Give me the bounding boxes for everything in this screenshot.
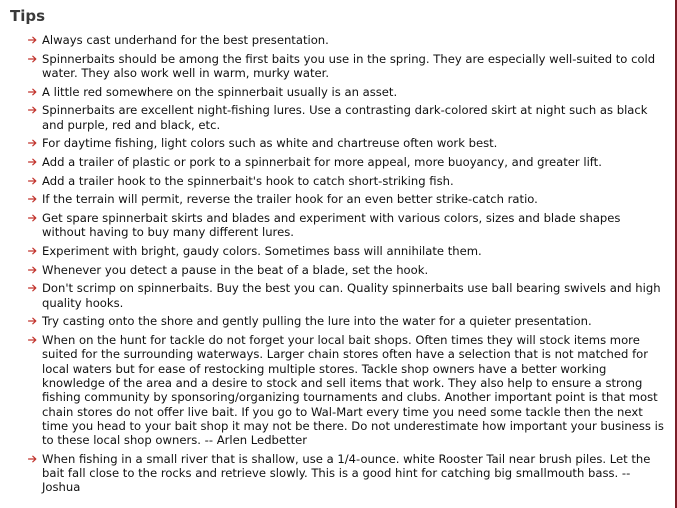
list-item <box>28 263 664 277</box>
list-item <box>28 314 664 328</box>
tip-text: When on the hunt for tackle do not forget your local bait shops. Often times they will stock items more suited for the surrounding waterways. Larger chain stores often have a selection that is not matched for local waters but for ease of restocking multiple stores. Tackle shop owners have a better working knowledge of the area and a desire to stock and sell items that work. They also help to ensure a strong fishing community by sponsoring/organizing tournaments and clubs. Another important point is that most chain stores do not offer live bait. If you go to Wal-Mart every time you need some tackle then the next time you head to your bait shop it may not be there. Do not underestimate how important your business is to these local shop owners. -- Arlen Ledbetter <box>42 333 664 448</box>
arrow-right-icon <box>28 174 42 188</box>
arrow-right-icon <box>28 263 42 277</box>
tip-text: When fishing in a small river that is shallow, use a 1/4-ounce. white Rooster Tail near brush piles. Let the bait fall close to the rocks and retrieve slowly. This is a good hint for catching big smallmouth bass. -- Joshua <box>42 451 651 495</box>
tip-text: Don't scrimp on spinnerbaits. Buy the best you can. Quality spinnerbaits use ball bearing swivels and high quality hooks. <box>42 281 661 310</box>
list-item <box>28 33 664 47</box>
arrow-right-icon <box>28 33 42 47</box>
list-item <box>28 136 664 150</box>
list-item <box>28 52 664 81</box>
tip-text: Experiment with bright, gaudy colors. Sometimes bass will annihilate them. <box>42 244 482 259</box>
arrow-right-icon <box>28 281 42 295</box>
arrow-right-icon <box>28 211 42 225</box>
tip-text: A little red somewhere on the spinnerbait usually is an asset. <box>42 84 398 99</box>
list-item <box>28 85 664 99</box>
tips-list <box>28 33 664 499</box>
arrow-right-icon <box>28 52 42 66</box>
tip-text: Add a trailer hook to the spinnerbait's hook to catch short-striking fish. <box>42 173 454 188</box>
list-item <box>28 103 664 132</box>
arrow-right-icon <box>28 192 42 206</box>
list-item <box>28 192 664 206</box>
list-item <box>28 155 664 169</box>
list-item <box>28 211 664 240</box>
section-title: Tips <box>10 7 46 25</box>
arrow-right-icon <box>28 136 42 150</box>
list-item <box>28 281 664 310</box>
arrow-right-icon <box>28 244 42 258</box>
arrow-right-icon <box>28 452 42 466</box>
tip-text: Try casting onto the shore and gently pulling the lure into the water for a quieter presentation. <box>42 314 592 329</box>
tip-text: Spinnerbaits should be among the first baits you use in the spring. They are especially well-suited to cold water. They also work well in warm, murky water. <box>42 51 656 80</box>
arrow-right-icon <box>28 314 42 328</box>
list-item <box>28 452 664 495</box>
tip-text: Add a trailer of plastic or pork to a spinnerbait for more appeal, more buoyancy, and greater lift. <box>42 155 602 170</box>
list-item <box>28 333 664 447</box>
tip-text: If the terrain will permit, reverse the trailer hook for an even better strike-catch ratio. <box>42 192 538 207</box>
list-item <box>28 244 664 258</box>
tip-text: For daytime fishing, light colors such as white and chartreuse often work best. <box>42 136 498 151</box>
arrow-right-icon <box>28 85 42 99</box>
arrow-right-icon <box>28 155 42 169</box>
list-item <box>28 174 664 188</box>
arrow-right-icon <box>28 103 42 117</box>
arrow-right-icon <box>28 333 42 347</box>
tip-text: Whenever you detect a pause in the beat of a blade, set the hook. <box>42 262 429 277</box>
tip-text: Always cast underhand for the best presentation. <box>42 33 329 47</box>
tip-text: Spinnerbaits are excellent night-fishing lures. Use a contrasting dark-colored skirt at night such as black and purple, red and black, etc. <box>42 103 648 132</box>
tip-text: Get spare spinnerbait skirts and blades and experiment with various colors, sizes and blade shapes without having to buy many different lures. <box>42 211 621 240</box>
